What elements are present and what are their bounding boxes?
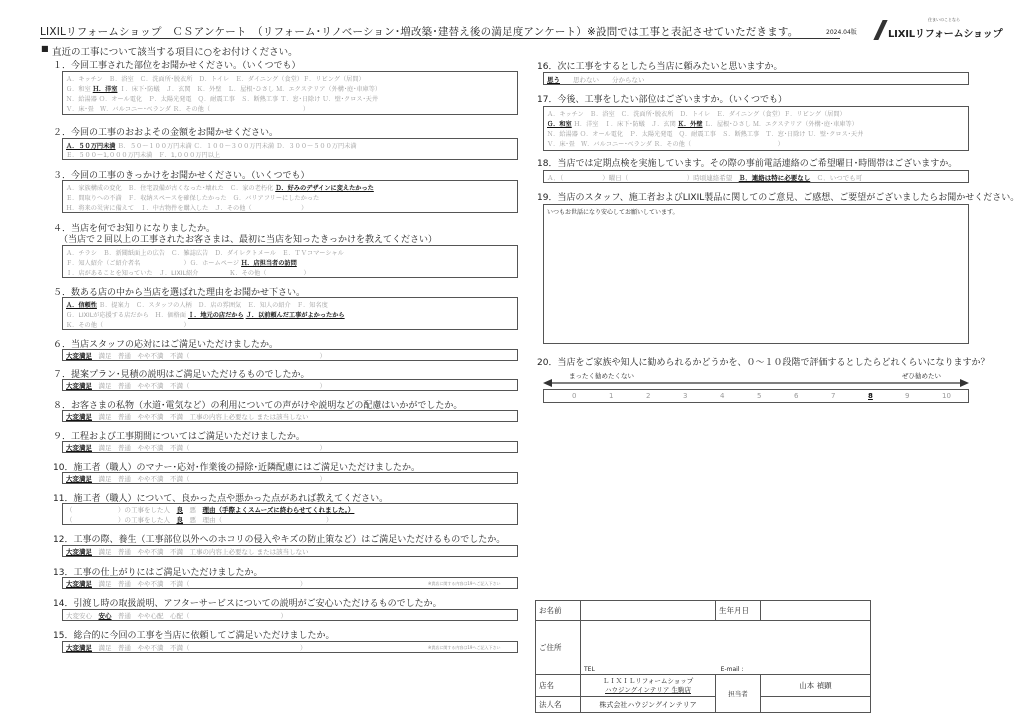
staff-label: 担当者: [716, 675, 761, 713]
q19-answer: いつもお世話になり安心してお願いしています。: [547, 209, 679, 216]
store-label: 店名: [536, 675, 581, 697]
q11-title: 11．施工者（職人）について、良かった点や悪かった点があれば教えてください。: [53, 494, 389, 504]
q4-selected: Ｈ．店担当者の訪問: [241, 260, 297, 267]
q1-line3: Ｎ．給湯器 Ｏ．オール電化 Ｐ．太陽光発電 Ｑ．耐震工事 Ｓ．断熱工事 Ｔ．窓･日除け Ｕ．壁･クロス･天井: [66, 96, 379, 103]
respondent-info-table: [535, 600, 871, 713]
q20-title: 20．当店をご家族や知人に勧められるかどうかを、０～１０段階で評価するとしたらどれくらいになりますか？: [537, 358, 990, 368]
q3-selected: Ｄ．好みのデザインに変えたかった: [275, 185, 374, 192]
q5-options: Ａ．信頼性 Ｂ．提案力 Ｃ．スタッフの人柄 Ｄ．店の雰囲気 Ｅ．知人の紹介 Ｆ．知名度 Ｇ．LIXILが応援する店だから Ｈ．価格面 Ｉ．地元の店だから Ｊ．以前頼んだ工事がよかったから Ｋ．その他（ ）: [62, 297, 518, 330]
q13-selected: 大変満足: [66, 580, 92, 588]
q18-title: 18．当店では定期点検を実施しています。その際の事前電話連絡のご希望曜日･時間帯はございますか。: [537, 159, 958, 169]
store-value: ＬＩＸＩＬリフォームショップ ハウジングインテリア 生駒店: [581, 675, 716, 697]
q6-selected: 大変満足: [66, 352, 92, 360]
q4-subtitle: （当店で２回以上の工事されたお客さまは、最初に当店を知ったきっかけを教えてください）: [59, 235, 438, 245]
q6-title: ６．当店スタッフの応対にはご満足いただけましたか。: [53, 340, 279, 350]
header-rule: [40, 38, 840, 39]
survey-title: LIXILリフォームショップ ＣＳアンケート （リフォーム･リノベーション･増改築･建替え後の満足度アンケート）※設問では工事と表記させていただきます。: [40, 26, 799, 38]
q13-options: 大変満足 満足 普通 やや不満 不満（ ） ※貴店に関する内容は19へご記入下さい: [62, 577, 518, 589]
q20-scale-10: 10: [942, 392, 951, 400]
q16-selected: 思う: [547, 76, 560, 84]
tel-label: TEL: [584, 666, 595, 673]
q20-scale-arrow: [543, 378, 969, 388]
q10-title: 10．施工者（職人）のマナー･応対･作業後の掃除･近隣配慮にはご満足いただけましたか。: [53, 463, 420, 473]
q20-scale-8: 8: [868, 392, 873, 400]
q9-title: ９．工程および工事期間についてはご満足いただけましたか。: [53, 432, 305, 442]
name-value: [581, 601, 716, 621]
q16-title: 16．次に工事をするとしたら当店に頼みたいと思いますか。: [537, 62, 783, 72]
q7-selected: 大変満足: [66, 382, 92, 390]
q13-title: 13．工事の仕上がりにはご満足いただけましたか。: [53, 568, 263, 578]
q11-row1-reason: 理由（手際よくスムーズに終わらせてくれました。）: [202, 506, 355, 514]
q20-scale-5: 5: [757, 392, 762, 400]
q10-options: 大変満足 満足 普通 やや不満 不満（ ）: [62, 472, 518, 484]
q17-selected-g: Ｇ．和室: [547, 121, 572, 128]
q15-options: 大変満足 満足 普通 やや不満 不満（ ） ※貴店に関する内容は19へご記入下さい: [62, 641, 518, 653]
q19-answer-box: [543, 204, 969, 344]
q7-options: 大変満足 満足 普通 やや不満 不満（ ）: [62, 379, 518, 391]
q14-selected: 安心: [98, 612, 112, 620]
q1-title: １．今回工事された部位をお聞かせください。（いくつでも）: [53, 61, 301, 71]
q17-title: 17．今後、工事をしたい部位はございますか。（いくつでも）: [537, 95, 787, 105]
q20-left-label: まったく勧めたくない: [569, 372, 634, 380]
q20-scale-0: 0: [572, 392, 577, 400]
address-value: [581, 621, 871, 675]
q1-line1: Ａ．キッチン Ｂ．浴室 Ｃ．洗面所･脱衣所 Ｄ．トイレ Ｅ．ダイニング（食堂）Ｆ．リビング（居間）: [66, 76, 365, 83]
q1-selected: Ｈ．洋室: [92, 86, 118, 93]
staff-extra: [761, 697, 871, 713]
q15-selected: 大変満足: [66, 644, 92, 652]
q18-options: Ａ．（ ）曜日（ ）時頃連絡希望 Ｂ．連絡は特に必要なし Ｃ．いつでも可: [543, 170, 969, 183]
q5-selected-i: Ｉ．地元の店だから: [187, 312, 244, 319]
q20-scale-1: 1: [609, 392, 614, 400]
q4-options: Ａ．チラシ Ｂ．新聞紙面上の広告 Ｃ．雑誌広告 Ｄ．ダイレクトメール Ｅ．ＴＶコマーシャル Ｆ．知人紹介（ご紹介者名 ）Ｇ．ホームページ Ｈ．店担当者の訪問 Ｉ．店があることを知っていた Ｊ．LIXIL紹介 Ｋ．その他（ ）: [62, 245, 518, 278]
q20-scale-4: 4: [720, 392, 725, 400]
birth-value: [761, 601, 871, 621]
q2-selected: Ａ．５０万円未満: [66, 143, 116, 150]
q20-scale-3: 3: [683, 392, 688, 400]
q3-options: Ａ．家族構成の変化 Ｂ．住宅設備が古くなった･壊れた Ｃ．家の老朽化 Ｄ．好みのデザインに変えたかった Ｅ．間取りへの不満 Ｆ．収納スペースを確保したかった Ｇ．バリアフリーにしたかった Ｈ．将来の災害に備えて Ｉ．中古物件を購入した Ｊ．その他（ ）: [62, 180, 518, 213]
q16-options: 思う 思わない 分からない: [543, 72, 969, 85]
q15-title: 15．総合的に今回の工事を当店に依頼してご満足いただけましたか。: [53, 631, 335, 641]
q2-options: Ａ．５０万円未満 Ｂ．５０～１００万円未満 Ｃ．１００～３００万円未満 Ｄ．３００～５００万円未満 Ｅ．５００～1,０００万円未満 Ｆ．1,０００万円以上: [62, 138, 518, 160]
q1-options: [62, 71, 518, 115]
q8-options: 大変満足 満足 普通 やや不満 不満 工事の内容上必要なし または該当しない: [62, 410, 518, 422]
q20-scale: [544, 392, 968, 402]
logo-name: LIXILリフォームショップ: [888, 29, 1003, 40]
q10-selected: 大変満足: [66, 475, 92, 483]
name-label: お名前: [536, 601, 581, 621]
q17-selected-k: Ｋ．外壁: [677, 121, 703, 128]
q4-title: ４．当店を何でお知りになりましたか。: [53, 224, 216, 234]
corp-label: 法人名: [536, 697, 581, 713]
q8-selected: 大変満足: [66, 413, 92, 421]
q3-title: ３．今回の工事のきっかけをお聞かせください。（いくつでも）: [53, 171, 310, 181]
q5-selected-a: Ａ．信頼性: [66, 302, 97, 309]
q5-selected-j: Ｊ．以前頼んだ工事がよかったから: [245, 312, 345, 319]
q18-selected: Ｂ．連絡は特に必要なし: [738, 174, 811, 182]
q11-options: （ ）の工事をした人 良 悪 理由（手際よくスムーズに終わらせてくれました。） （ ）の工事をした人 良 悪 理由（ ）: [62, 503, 518, 525]
q9-selected: 大変満足: [66, 444, 92, 452]
staff-name: 山本 禎顕: [761, 675, 871, 697]
q20-scale-7: 7: [831, 392, 836, 400]
q20-scale-box: [543, 389, 969, 403]
birth-label: 生年月日: [716, 601, 761, 621]
intro-instruction: ■ 直近の工事について該当する項目に○をお付けください。: [52, 44, 298, 58]
address-label: ご住所: [536, 621, 581, 675]
q6-options: 大変満足 満足 普通 やや不満 不満（ ）: [62, 349, 518, 361]
logo-slash-icon: [873, 20, 887, 40]
q2-title: ２．今回の工事のおおよその金額をお聞かせください。: [53, 128, 279, 138]
q14-options: 大変安心 安心 普通 やや心配 心配（ ）: [62, 609, 518, 621]
q12-options: 大変満足 満足 普通 やや不満 不満 工事の内容上必要なし または該当しない: [62, 545, 518, 557]
q20-scale-2: 2: [646, 392, 651, 400]
logo-tagline: 住まいのことなら: [928, 17, 960, 22]
version-date: 2024.04版: [826, 29, 857, 36]
brand-logo: [878, 14, 1003, 42]
q1-line4: Ｖ．床･畳 Ｗ．バルコニー･ベランダ Ｒ．その他（ ）: [66, 106, 310, 113]
q13-note: ※貴店に関する内容は19へご記入下さい: [428, 581, 501, 586]
q20-scale-6: 6: [794, 392, 799, 400]
q17-options: Ａ．キッチン Ｂ．浴室 Ｃ．洗面所･脱衣所 Ｄ．トイレ Ｅ．ダイニング（食堂）Ｆ．リビング（居間） Ｇ．和室 Ｈ．洋室 Ｉ．床下･防蟻 Ｊ．玄関 Ｋ．外壁 Ｌ．屋根･ひさし Ｍ．エクステリア（外構･庭･車庫等） Ｎ．給湯器 Ｏ．オール電化 Ｐ．太陽光発電 Ｑ．耐震工事 Ｓ．断熱工事 Ｔ．窓･日除け Ｕ．壁･クロス･天井 Ｖ．床･畳 Ｗ．バルコニー･ベランダ Ｒ．その他（ ）: [543, 106, 969, 151]
q5-title: ５．数ある店の中から当店を選ばれた理由をお聞かせ下さい。: [53, 288, 306, 298]
q20-right-label: ぜひ勧めたい: [902, 372, 941, 380]
q12-title: 12．工事の際、養生（工事部位以外へのホコリの侵入やキズの防止策など）はご満足いただけるものでしたか。: [53, 535, 506, 545]
email-label: E-mail :: [720, 666, 744, 673]
q15-note: ※貴店に関する内容は19へご記入下さい: [428, 645, 501, 650]
q1-line2: Ｇ．和室 Ｈ．洋室 Ｉ．床下･防蟻 Ｊ．玄関 Ｋ．外壁 Ｌ．屋根･ひさし Ｍ．エクステリア（外構･庭･車庫等）: [66, 86, 382, 93]
q8-title: ８．お客さまの私物（水道･電気など）の利用についての声がけや説明などの配慮はいかがでしたか。: [53, 401, 463, 411]
q20-scale-9: 9: [905, 392, 910, 400]
q7-title: ７．提案プラン･見積の説明はご満足いただけるものでしたか。: [53, 370, 310, 380]
corp-name: 株式会社ハウジングインテリア: [581, 697, 716, 713]
q11-row1-good: 良: [176, 506, 183, 514]
q9-options: 大変満足 満足 普通 やや不満 不満（ ）: [62, 441, 518, 453]
q14-title: 14．引渡し時の取扱説明、アフターサービスについての説明がご安心いただけるものでしたか。: [53, 599, 442, 609]
q19-title: 19．当店のスタッフ、施工者およびLIXIL製品に関してのご意見、ご感想、ご要望がございましたらお聞かせください。: [537, 193, 1020, 203]
q11-row2-good: 良: [176, 516, 183, 524]
q12-selected: 大変満足: [66, 548, 92, 556]
